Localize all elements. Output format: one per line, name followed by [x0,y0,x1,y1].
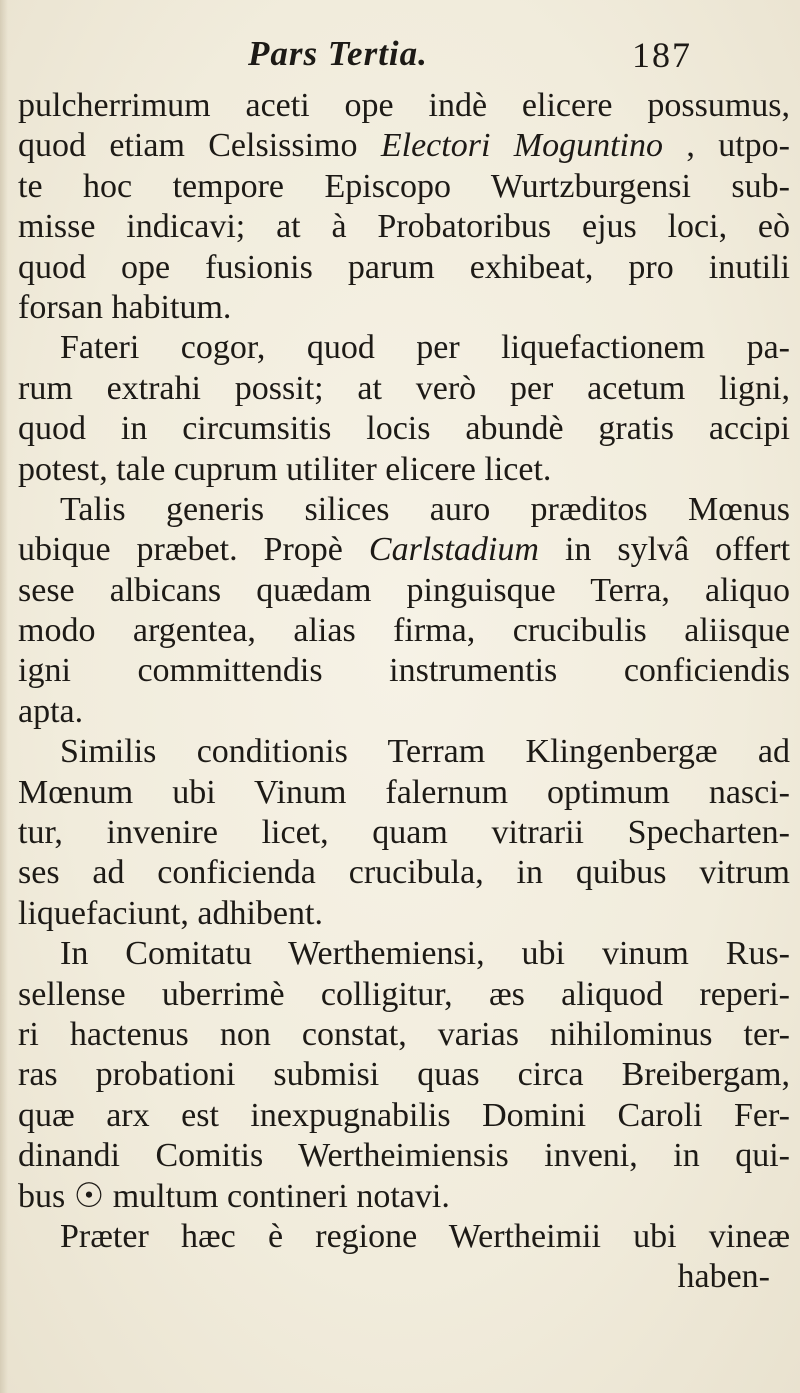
body-text [18,86,790,1298]
italic-name: Carlstadium [368,531,539,569]
text-line: quod ope fusionis parum exhibeat, pro inutili [18,248,790,286]
catchword: haben- [677,1258,770,1296]
text-line: ubique præbet. Propè Carlstadium in sylvâ offert [18,531,791,569]
text-line: quod etiam Celsissimo Electori Moguntino , utpo- [18,127,790,165]
text-line: Fateri cogor, quod per liquefactionem pa- [60,329,790,367]
text-line: sese albicans quædam pinguisque Terra, aliquo [18,571,790,609]
text-line: Præter hæc è regione Wertheimii ubi vineæ [60,1217,790,1255]
text-line: dinandi Comitis Wertheimiensis inveni, in qui- [18,1137,790,1175]
text-line: apta. [18,692,84,730]
page-number: 187 [632,35,692,75]
text-line: igni committendis instrumentis conficiendis [18,652,790,690]
text-line: Mœnum ubi Vinum falernum optimum nasci- [18,773,790,811]
text-line: quæ arx est inexpugnabilis Domini Caroli Fer- [18,1096,790,1134]
text-line: tur, invenire licet, quam vitrarii Specharten- [18,814,790,852]
text-line: forsan habitum. [18,288,232,326]
text-line: ras probationi submisi quas circa Breibergam, [18,1056,790,1094]
italic-name: Electori Moguntino [380,127,663,165]
text-line: Similis conditionis Terram Klingenbergæ ad [60,733,790,771]
text-line: Talis generis silices auro præditos Mœnus [60,490,790,528]
text-line: pulcherrimum aceti ope indè elicere possumus, [18,87,790,124]
page-header [0,30,800,90]
text-line: bus ☉ multum contineri notavi. [18,1177,450,1215]
text-line: potest, tale cuprum utiliter elicere licet. [18,450,552,488]
text-line: liquefaciunt, adhibent. [18,894,323,932]
text-line: quod in circumsitis locis abundè gratis accipi [18,410,790,448]
running-head: Pars Tertia. [248,34,428,73]
text-line: sellense uberrimè colligitur, æs aliquod reperi- [18,975,790,1013]
text-line: In Comitatu Werthemiensi, ubi vinum Rus- [60,935,790,973]
text-line: rum extrahi possit; at verò per acetum ligni, [18,369,790,407]
text-line: ri hactenus non constat, varias nihilominus ter- [18,1015,790,1053]
text-line: misse indicavi; at à Probatoribus ejus loci, eò [18,208,790,246]
page-gutter-shadow [0,0,8,1393]
text-line: te hoc tempore Episcopo Wurtzburgensi sub- [18,167,790,205]
text-line: ses ad conficienda crucibula, in quibus vitrum [18,854,790,892]
text-line: modo argentea, alias firma, crucibulis aliisque [18,612,790,650]
